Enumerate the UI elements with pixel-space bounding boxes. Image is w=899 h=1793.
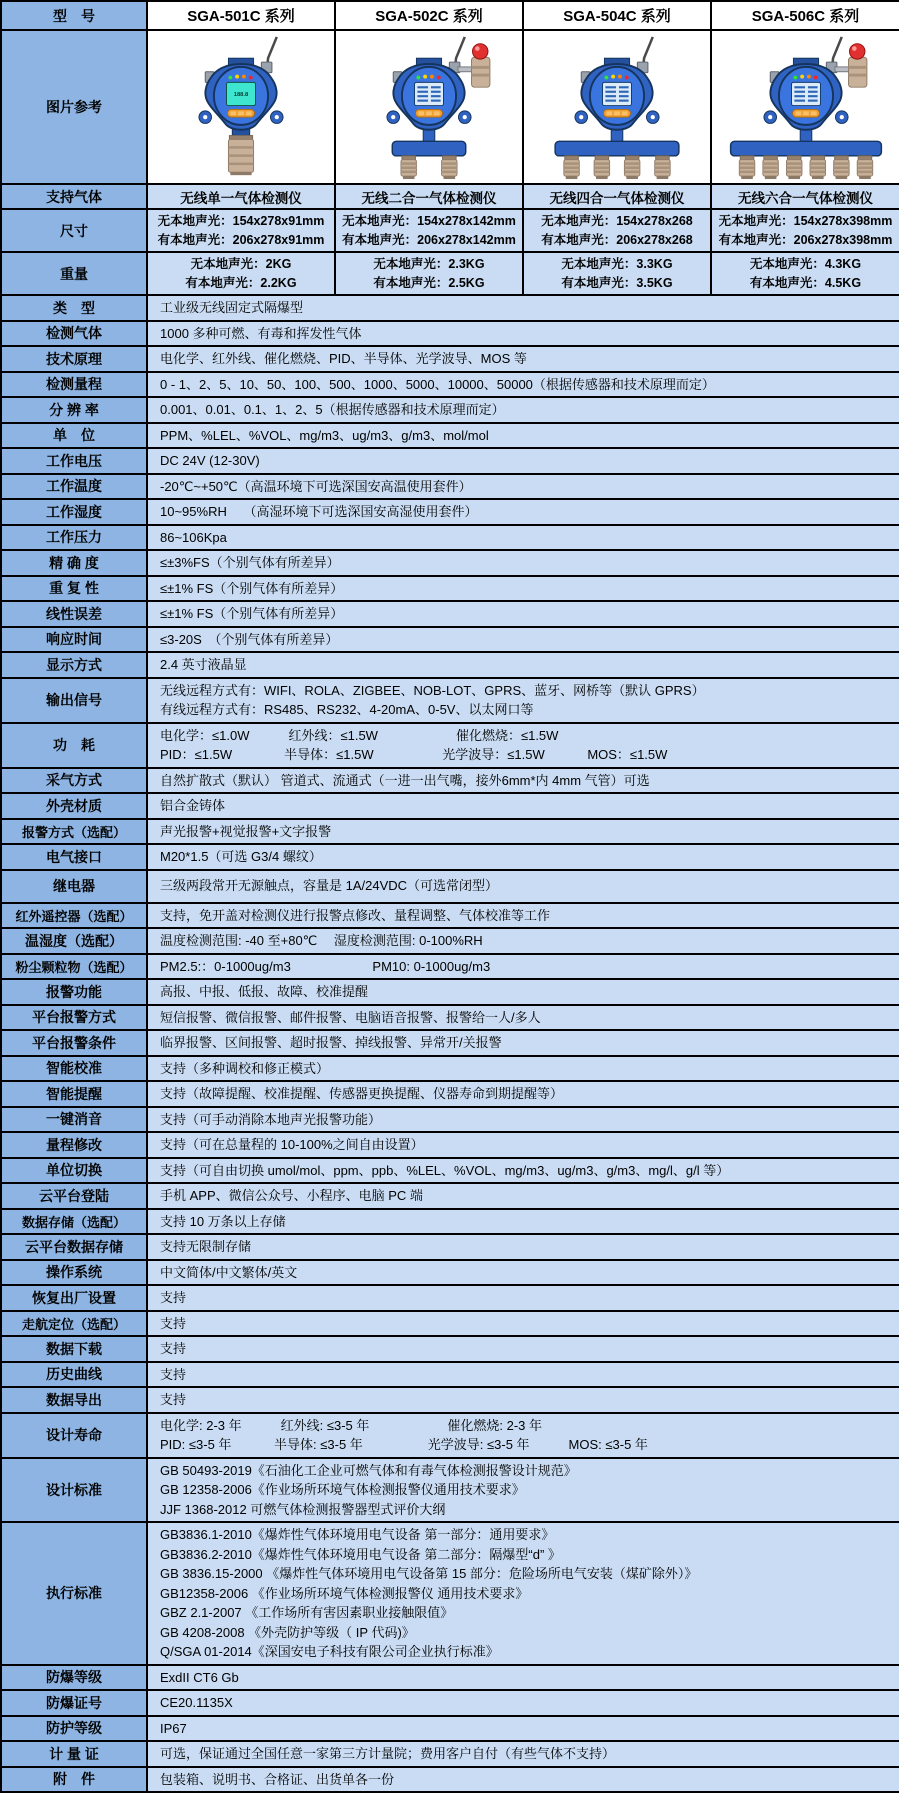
spec-value-10	[147, 550, 899, 576]
alarm-beacon-icon	[835, 43, 867, 86]
spec-value-22	[147, 903, 899, 929]
spec-value-line: 包装箱、说明书、合格证、出货单各一份	[160, 1771, 395, 1787]
product-image-sga-501c	[150, 35, 332, 180]
spec-label-47: 防护等级	[1, 1716, 147, 1742]
weight-line: 无本地声光：2.3KG	[373, 256, 485, 271]
spec-label-32: 单位切换	[1, 1158, 147, 1184]
spec-value-32	[147, 1158, 899, 1184]
spec-value-line: 无线远程方式有：WIFI、ROLA、ZIGBEE、NOB-LOT、GPRS、蓝牙、网桥等（默认 GPRS）	[160, 682, 705, 698]
spec-label-43: 设计标准	[1, 1458, 147, 1523]
spec-value-27	[147, 1030, 899, 1056]
product-image-sga-502c	[338, 35, 520, 180]
spec-value-line: 自然扩散式（默认） 管道式、流通式（一进一出气嘴，接外6mm*内 4mm 气管）可选	[160, 772, 650, 788]
table-body	[1, 1, 899, 1792]
spec-value-line: 有线远程方式有：RS485、RS232、4-20mA、0-5V、以太网口等	[160, 702, 534, 717]
product-image-sga-504c	[526, 35, 708, 180]
spec-label-17: 采气方式	[1, 768, 147, 794]
spec-label-13: 响应时间	[1, 627, 147, 653]
spec-value-3	[147, 372, 899, 398]
spec-label-8: 工作湿度	[1, 499, 147, 525]
spec-value-line: 电化学、红外线、催化燃烧、PID、半导体、光学波导、MOS 等	[160, 351, 527, 366]
spec-value-13	[147, 627, 899, 653]
spec-value-31	[147, 1132, 899, 1158]
antenna-icon	[261, 36, 276, 72]
gas-value-sga-504c: 无线四合一气体检测仪	[523, 184, 711, 209]
spec-value-34	[147, 1209, 899, 1235]
weight-value-sga-504c	[523, 252, 711, 295]
spec-value-19	[147, 819, 899, 845]
spec-value-16	[147, 723, 899, 768]
spec-label-36: 操作系统	[1, 1260, 147, 1286]
size-line: 无本地声光：154x278x142mm	[342, 213, 516, 228]
spec-value-line: 支持（可自由切换 umol/mol、ppm、ppb、%LEL、%VOL、mg/m3、ug/m3、g/m3、mg/l、g/l 等）	[160, 1162, 730, 1178]
spec-label-42: 设计寿命	[1, 1413, 147, 1458]
spec-value-line: 支持	[160, 1392, 187, 1407]
spec-label-33: 云平台登陆	[1, 1183, 147, 1209]
spec-value-0	[147, 295, 899, 321]
spec-label-29: 智能提醒	[1, 1081, 147, 1107]
spec-value-line: 支持，免开盖对检测仪进行报警点修改、量程调整、气体校准等工作	[160, 907, 551, 923]
size-value-sga-504c	[523, 209, 711, 252]
spec-value-line: 支持	[160, 1341, 187, 1356]
spec-label-3: 检测量程	[1, 372, 147, 398]
gas-row-label: 支持气体	[1, 184, 147, 209]
spec-value-line: ≤±3%FS（个别气体有所差异）	[160, 555, 340, 570]
spec-value-line: PID：≤1.5W 半导体：≤1.5W 光学波导：≤1.5W MOS：≤1.5W	[160, 747, 668, 762]
spec-value-line: 支持	[160, 1366, 187, 1382]
spec-value-line: 1000 多种可燃、有毒和挥发性气体	[160, 325, 362, 341]
spec-value-21	[147, 870, 899, 903]
spec-label-19: 报警方式（选配）	[1, 819, 147, 845]
spec-label-46: 防爆证号	[1, 1690, 147, 1716]
spec-value-line: 高报、中报、低报、故障、校准提醒	[160, 984, 369, 999]
spec-label-0: 类 型	[1, 295, 147, 321]
spec-value-line: 0.001、0.01、0.1、1、2、5（根据传感器和技术原理而定）	[160, 402, 505, 417]
spec-value-23	[147, 928, 899, 954]
spec-value-43	[147, 1458, 899, 1523]
spec-label-30: 一键消音	[1, 1107, 147, 1133]
spec-value-line: 支持	[160, 1315, 187, 1331]
spec-label-48: 计 量 证	[1, 1741, 147, 1767]
spec-value-48	[147, 1741, 899, 1767]
spec-value-line: PM2.5:：0-1000ug/m3 PM10: 0-1000ug/m3	[160, 958, 491, 974]
spec-value-line: IP67	[160, 1720, 187, 1736]
spec-value-6	[147, 448, 899, 474]
spec-value-29	[147, 1081, 899, 1107]
model-header-sga-501c: SGA-501C 系列	[147, 1, 335, 30]
spec-value-line: GB3836.2-2010《爆炸性气体环境用电气设备 第二部分：隔爆型“d” 》	[160, 1546, 561, 1562]
svg-text:188.8: 188.8	[233, 91, 249, 98]
size-line: 有本地声光：206x278x142mm	[342, 232, 516, 247]
spec-value-line: 声光报警+视觉报警+文字报警	[160, 823, 332, 839]
spec-value-4	[147, 397, 899, 423]
spec-label-16: 功 耗	[1, 723, 147, 768]
spec-label-5: 单 位	[1, 423, 147, 449]
spec-value-line: ≤±1% FS（个别气体有所差异）	[160, 606, 344, 621]
spec-value-line: 电化学：≤1.0W 红外线：≤1.5W 催化燃烧：≤1.5W	[160, 727, 559, 743]
spec-value-line: 中文简体/中文繁体/英文	[160, 1264, 298, 1280]
image-cell-sga-506c	[711, 30, 899, 184]
spec-value-8	[147, 499, 899, 525]
spec-label-11: 重 复 性	[1, 576, 147, 602]
spec-value-line: 支持无限制存储	[160, 1239, 252, 1254]
spec-label-41: 数据导出	[1, 1387, 147, 1413]
spec-value-11	[147, 576, 899, 602]
spec-value-2	[147, 346, 899, 372]
weight-line: 有本地声光：3.5KG	[561, 275, 673, 290]
spec-value-line: GB3836.1-2010《爆炸性气体环境用电气设备 第一部分：通用要求》	[160, 1527, 555, 1542]
spec-value-line: 电化学: 2-3 年 红外线: ≤3-5 年 催化燃烧: 2-3 年	[160, 1417, 543, 1433]
spec-value-47	[147, 1716, 899, 1742]
spec-value-line: GB 4208-2008 《外壳防护等级（ IP 代码)》	[160, 1624, 415, 1640]
size-value-sga-506c	[711, 209, 899, 252]
size-value-sga-501c	[147, 209, 335, 252]
product-image-sga-506c	[715, 35, 897, 180]
spec-label-45: 防爆等级	[1, 1665, 147, 1691]
model-header-sga-502c: SGA-502C 系列	[335, 1, 523, 30]
spec-label-20: 电气接口	[1, 844, 147, 870]
spec-value-line: 支持（故障提醒、校准提醒、传感器更换提醒、仪器寿命到期提醒等）	[160, 1086, 564, 1101]
spec-value-line: 2.4 英寸液晶显	[160, 657, 247, 672]
spec-label-31: 量程修改	[1, 1132, 147, 1158]
weight-line: 有本地声光：4.5KG	[749, 275, 862, 290]
weight-line: 无本地声光：4.3KG	[749, 256, 862, 271]
spec-value-30	[147, 1107, 899, 1133]
spec-label-21: 继电器	[1, 870, 147, 903]
spec-value-39	[147, 1336, 899, 1362]
spec-value-line: 可选，保证通过全国任意一家第三方计量院；费用客户自付（有些气体不支持）	[160, 1746, 616, 1761]
size-line: 有本地声光：206x278x91mm	[157, 232, 325, 247]
spec-value-40	[147, 1362, 899, 1388]
spec-value-1	[147, 321, 899, 347]
spec-value-line: 铝合金铸体	[160, 798, 226, 813]
spec-value-42	[147, 1413, 899, 1458]
size-line: 无本地声光：154x278x398mm	[718, 213, 893, 228]
spec-value-line: 短信报警、微信报警、邮件报警、电脑语音报警、报警给一人/多人	[160, 1009, 541, 1025]
spec-value-37	[147, 1285, 899, 1311]
spec-value-28	[147, 1056, 899, 1082]
alarm-beacon-icon	[458, 43, 490, 86]
spec-label-26: 平台报警方式	[1, 1005, 147, 1031]
spec-value-line: M20*1.5（可选 G3/4 螺纹）	[160, 849, 322, 864]
image-cell-sga-501c	[147, 30, 335, 184]
spec-value-18	[147, 793, 899, 819]
spec-value-line: 临界报警、区间报警、超时报警、掉线报警、异常开/关报警	[160, 1035, 502, 1050]
model-row-label: 型 号	[1, 1, 147, 30]
size-line: 有本地声光：206x278x398mm	[718, 232, 893, 247]
weight-value-sga-501c	[147, 252, 335, 295]
spec-value-line: 支持（多种调校和修正模式）	[160, 1060, 330, 1076]
size-line: 无本地声光：154x278x91mm	[157, 213, 325, 228]
spec-value-15	[147, 678, 899, 723]
spec-value-33	[147, 1183, 899, 1209]
spec-value-line: 温度检测范围: -40 至+80℃ 湿度检测范围: 0-100%RH	[160, 933, 483, 948]
spec-value-line: DC 24V (12-30V)	[160, 453, 260, 468]
spec-value-line: GBZ 2.1-2007 《工作场所有害因素职业接触限值》	[160, 1605, 454, 1620]
spec-value-line: 支持（可手动消除本地声光报警功能）	[160, 1111, 382, 1127]
weight-line: 无本地声光：2KG	[190, 256, 292, 271]
spec-value-36	[147, 1260, 899, 1286]
spec-label-49: 附 件	[1, 1767, 147, 1793]
image-cell-sga-504c	[523, 30, 711, 184]
size-line: 有本地声光：206x278x268	[541, 232, 693, 247]
spec-label-9: 工作压力	[1, 525, 147, 551]
spec-label-23: 温湿度（选配）	[1, 928, 147, 954]
spec-value-line: CE20.1135X	[160, 1695, 233, 1710]
model-header-sga-506c: SGA-506C 系列	[711, 1, 899, 30]
spec-label-6: 工作电压	[1, 448, 147, 474]
spec-label-18: 外壳材质	[1, 793, 147, 819]
gas-value-sga-502c: 无线二合一气体检测仪	[335, 184, 523, 209]
spec-label-1: 检测气体	[1, 321, 147, 347]
spec-value-line: 支持（可在总量程的 10-100%之间自由设置）	[160, 1137, 424, 1152]
weight-value-sga-502c	[335, 252, 523, 295]
spec-value-25	[147, 979, 899, 1005]
antenna-icon	[637, 36, 652, 72]
spec-value-45	[147, 1665, 899, 1691]
spec-value-5	[147, 423, 899, 449]
spec-value-line: GB 12358-2006《作业场所环境气体检测报警仪通用技术要求》	[160, 1482, 525, 1497]
spec-value-line: 0 - 1、2、5、10、50、100、500、1000、5000、10000、50000（根据传感器和技术原理而定）	[160, 376, 715, 392]
spec-value-35	[147, 1234, 899, 1260]
gas-value-sga-501c: 无线单一气体检测仪	[147, 184, 335, 209]
spec-value-7	[147, 474, 899, 500]
spec-value-line: GB 50493-2019《石油化工企业可燃气体和有毒气体检测报警设计规范》	[160, 1462, 577, 1478]
spec-value-line: 支持	[160, 1290, 187, 1305]
spec-value-line: 手机 APP、微信公众号、小程序、电脑 PC 端	[160, 1188, 423, 1203]
spec-label-7: 工作温度	[1, 474, 147, 500]
spec-label-27: 平台报警条件	[1, 1030, 147, 1056]
spec-value-41	[147, 1387, 899, 1413]
spec-label-14: 显示方式	[1, 652, 147, 678]
spec-value-line: ExdII CT6 Gb	[160, 1669, 239, 1685]
spec-label-44: 执行标准	[1, 1522, 147, 1665]
model-header-sga-504c: SGA-504C 系列	[523, 1, 711, 30]
spec-label-34: 数据存储（选配）	[1, 1209, 147, 1235]
spec-value-line: -20℃~+50℃（高温环境下可选深国安高温使用套件）	[160, 478, 472, 494]
spec-label-2: 技术原理	[1, 346, 147, 372]
spec-value-24	[147, 954, 899, 980]
size-line: 无本地声光：154x278x268	[541, 213, 693, 228]
spec-label-24: 粉尘颗粒物（选配）	[1, 954, 147, 980]
spec-value-20	[147, 844, 899, 870]
spec-label-15: 输出信号	[1, 678, 147, 723]
weight-line: 有本地声光：2.5KG	[373, 275, 485, 290]
spec-label-12: 线性误差	[1, 601, 147, 627]
spec-value-line: JJF 1368-2012 可燃气体检测报警器型式评价大纲	[160, 1501, 446, 1517]
spec-label-37: 恢复出厂设置	[1, 1285, 147, 1311]
spec-value-line: 10~95%RH （高湿环境下可选深国安高湿使用套件）	[160, 504, 478, 519]
spec-value-17	[147, 768, 899, 794]
spec-value-14	[147, 652, 899, 678]
spec-value-9	[147, 525, 899, 551]
spec-label-28: 智能校准	[1, 1056, 147, 1082]
spec-value-line: ≤3-20S （个别气体有所差异）	[160, 631, 339, 647]
spec-value-line: PID: ≤3-5 年 半导体: ≤3-5 年 光学波导: ≤3-5 年 MOS: ≤3-5 年	[160, 1437, 648, 1452]
spec-value-line: 工业级无线固定式隔爆型	[160, 300, 304, 315]
size-row-label: 尺寸	[1, 209, 147, 252]
spec-value-12	[147, 601, 899, 627]
spec-value-line: 三级两段常开无源触点，容量是 1A/24VDC（可选常闭型）	[160, 878, 499, 894]
spec-label-39: 数据下载	[1, 1336, 147, 1362]
size-value-sga-502c	[335, 209, 523, 252]
spec-value-38	[147, 1311, 899, 1337]
image-cell-sga-502c	[335, 30, 523, 184]
spec-value-line: 支持 10 万条以上存储	[160, 1213, 286, 1229]
spec-value-line: ≤±1% FS（个别气体有所差异）	[160, 580, 344, 596]
spec-value-line: GB 3836.15-2000 《爆炸性气体环境用电气设备第 15 部分：危险场所电气安装（煤矿除外）》	[160, 1566, 698, 1581]
weight-value-sga-506c	[711, 252, 899, 295]
spec-label-38: 走航定位（选配）	[1, 1311, 147, 1337]
weight-row-label: 重量	[1, 252, 147, 295]
spec-label-4: 分 辨 率	[1, 397, 147, 423]
spec-label-25: 报警功能	[1, 979, 147, 1005]
weight-line: 无本地声光：3.3KG	[561, 256, 673, 271]
spec-label-22: 红外遥控器（选配）	[1, 903, 147, 929]
image-row-label: 图片参考	[1, 30, 147, 184]
spec-value-26	[147, 1005, 899, 1031]
spec-value-49	[147, 1767, 899, 1793]
spec-label-10: 精 确 度	[1, 550, 147, 576]
spec-value-line: Q/SGA 01-2014《深国安电子科技有限公司企业执行标准》	[160, 1644, 499, 1659]
weight-line: 有本地声光：2.2KG	[185, 275, 297, 290]
spec-label-35: 云平台数据存储	[1, 1234, 147, 1260]
spec-label-40: 历史曲线	[1, 1362, 147, 1388]
spec-value-line: GB12358-2006 《作业场所环境气体检测报警仪 通用技术要求》	[160, 1585, 529, 1601]
spec-value-46	[147, 1690, 899, 1716]
gas-value-sga-506c: 无线六合一气体检测仪	[711, 184, 899, 209]
spec-value-44	[147, 1522, 899, 1665]
spec-value-line: 86~106Kpa	[160, 529, 227, 545]
spec-value-line: PPM、%LEL、%VOL、mg/m3、ug/m3、g/m3、mol/mol	[160, 427, 489, 443]
